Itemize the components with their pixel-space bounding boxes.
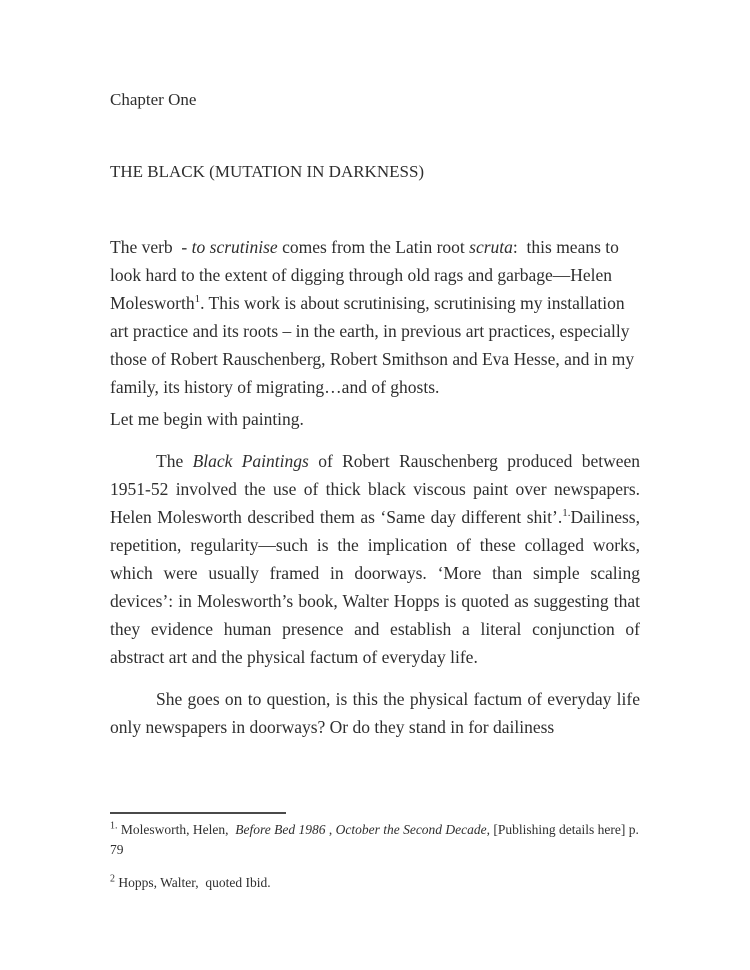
footnote-2-marker: 2 bbox=[110, 873, 115, 885]
text-run: : this means to look hard to the extent of digging through old rags and garbage—Helen Molesworth bbox=[110, 237, 624, 313]
text-run: The bbox=[156, 451, 193, 471]
text-run: Dailiness, repetition, regularity—such is the implication of these collaged works, which were usually framed in doorways. ‘More than simple scaling devices’: in Molesworth’s book, Walter Hopps is quoted as suggesting that they evidence human presence and establish a literal conjunction of abstract art and the physical factum of everyday life. bbox=[110, 507, 640, 667]
text-run: , [Publishing details here] p. 79 bbox=[110, 822, 643, 857]
italic-run: scruta bbox=[469, 237, 513, 257]
text-run: , bbox=[325, 822, 336, 837]
footnote-2 bbox=[110, 873, 640, 893]
chapter-title: THE BLACK (MUTATION IN DARKNESS) bbox=[110, 162, 425, 181]
italic-run: Black Paintings bbox=[192, 451, 309, 471]
footnote-1-marker: 1. bbox=[110, 820, 118, 832]
text-run: comes from the Latin root bbox=[277, 237, 470, 257]
italic-run: October the Second Decade bbox=[335, 822, 487, 837]
footnote-section bbox=[110, 812, 643, 906]
text-run: . This work is about scrutinising, scrutinising my installation art practice and its roots – in the earth, in previous art practices, especially those of Robert Rauschenberg, Robert Smithson and Eva Hesse, and in my family, its history of migrating…and of ghosts. bbox=[110, 293, 639, 397]
paragraph-question: She goes on to question, is this the physical factum of everyday life only newspapers in doorways? Or do they stand in for dailiness bbox=[110, 689, 640, 737]
text-run: Hopps, Walter, quoted Ibid. bbox=[115, 875, 271, 890]
text-run: The verb - bbox=[110, 237, 192, 257]
italic-run: Before Bed 1986 bbox=[235, 822, 326, 837]
footnote-1 bbox=[110, 820, 643, 860]
chapter-label: Chapter One bbox=[110, 90, 197, 109]
footnote-ref-2: 1. bbox=[562, 507, 571, 520]
paragraph-black-paintings bbox=[110, 447, 640, 671]
text-run: Molesworth, Helen, bbox=[117, 822, 236, 837]
footnote-ref-1: 1 bbox=[194, 293, 201, 306]
footnote-separator bbox=[110, 812, 286, 814]
paragraph-begin-painting: Let me begin with painting. bbox=[110, 409, 304, 429]
text-run: of Robert Rauschenberg produced between 1951-52 involved the use of thick black viscous paint over newspapers. Helen Molesworth described them as ‘Same day different shit’. bbox=[110, 451, 640, 527]
italic-run: to scrutinise bbox=[191, 237, 278, 257]
paragraph-intro bbox=[110, 233, 640, 401]
